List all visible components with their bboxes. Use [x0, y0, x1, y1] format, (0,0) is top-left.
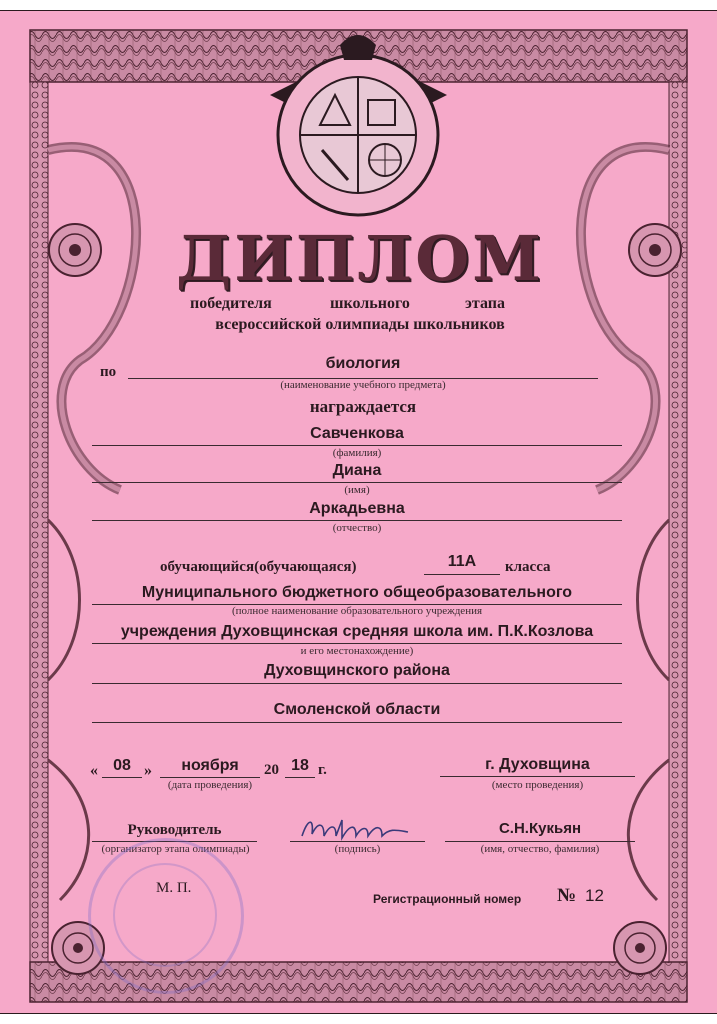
surname-value: Савченкова [310, 425, 404, 442]
subject-prefix: по [100, 364, 117, 380]
signatory-name-caption: (имя, отчество, фамилия) [480, 843, 600, 855]
school-line3: Духовщинского района [264, 662, 450, 679]
school-line2-underline [92, 643, 622, 644]
school-line4-underline [92, 722, 622, 723]
name-caption: (имя) [344, 484, 370, 496]
grade-prefix: обучающийся(обучающаяся) [160, 559, 357, 575]
subtitle-word-2: школьного [330, 295, 410, 312]
date-open-quote: « [90, 762, 98, 779]
school-line4: Смоленской области [273, 701, 441, 718]
place-caption: (место проведения) [491, 779, 584, 791]
subtitle-line-2: всероссийской олимпиады школьников [215, 316, 505, 333]
date-year-prefix: 20 [264, 762, 279, 778]
date-day-underline [102, 777, 142, 778]
grade-suffix: класса [505, 559, 551, 575]
date-year-unit: г. [318, 762, 327, 778]
patronymic-underline [92, 520, 622, 521]
school-line3-underline [92, 683, 622, 684]
emblem-text [0, 0, 1, 1]
school-caption2: и его местонахождение) [300, 645, 414, 657]
date-day: 08 [113, 757, 131, 774]
awarded-label: награждается [309, 397, 417, 416]
school-line1: Муниципального бюджетного общеобразовательного [141, 584, 573, 601]
name-underline [92, 482, 622, 483]
registration-label: Регистрационный номер [373, 892, 522, 906]
registration-number-sign: № [557, 885, 577, 906]
surname-caption: (фамилия) [332, 447, 382, 459]
signatory-name: С.Н.Кукьян [498, 820, 582, 837]
patronymic-caption: (отчество) [332, 522, 382, 534]
grade-value: 11А [447, 553, 477, 570]
patronymic-value: Аркадьевна [309, 500, 405, 517]
grade-underline [424, 574, 500, 575]
rosette-bottom-right-icon [614, 922, 666, 974]
date-month-underline [160, 777, 260, 778]
date-month: ноября [181, 757, 239, 774]
date-year-underline [285, 777, 315, 778]
school-line2: учреждения Духовщинская средняя школа им. П.К.Козлова [120, 623, 594, 640]
signature-caption: (подпись) [334, 843, 381, 855]
subject-value: биология [325, 355, 401, 372]
signatory-role-caption: (организатор этапа олимпиады) [101, 843, 250, 855]
signature-underline [290, 841, 425, 842]
signatory-name-underline [445, 841, 635, 842]
name-value: Диана [332, 462, 382, 479]
signatory-role: Руководитель [127, 822, 222, 838]
place-value: г. Духовщина [485, 756, 590, 773]
date-close-quote: » [144, 762, 152, 779]
subtitle-word-3: этапа [465, 295, 505, 312]
registration-number: 12 [585, 886, 604, 905]
place-underline [440, 776, 635, 777]
official-stamp [88, 838, 244, 994]
seal-label: М. П. [156, 880, 192, 896]
subject-caption: (наименование учебного предмета) [280, 379, 446, 391]
rosette-top-right-icon [629, 224, 681, 276]
date-caption: (дата проведения) [167, 779, 253, 791]
rosette-top-left-icon [49, 224, 101, 276]
school-caption1: (полное наименование образовательного учреждения [231, 605, 483, 617]
diploma-title: ДИПЛОМ [176, 222, 544, 295]
surname-underline [92, 445, 622, 446]
date-year-suffix: 18 [291, 757, 309, 774]
subtitle-word-1: победителя [190, 295, 272, 312]
